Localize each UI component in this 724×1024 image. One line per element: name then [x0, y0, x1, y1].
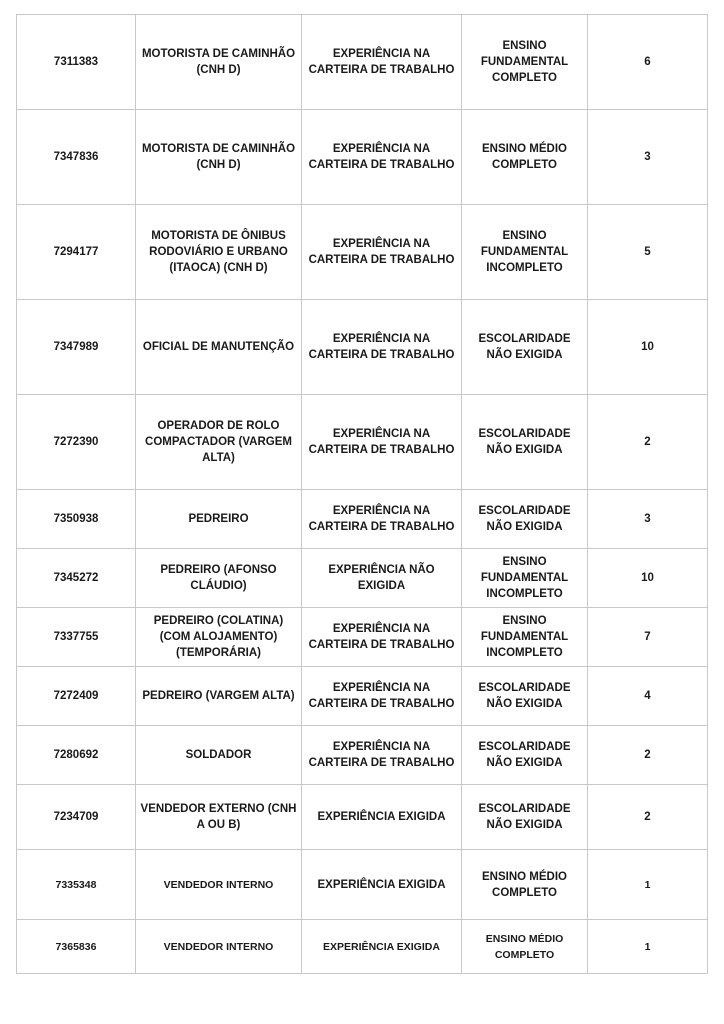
table-row — [17, 110, 708, 205]
experience-requirement: EXPERIÊNCIA NA CARTEIRA DE TRABALHO — [302, 395, 462, 490]
table-row — [17, 549, 708, 608]
job-code: 7337755 — [17, 608, 136, 667]
job-vacancies-table — [16, 14, 708, 974]
education-requirement: ENSINO FUNDAMENTAL INCOMPLETO — [462, 549, 588, 608]
table-row — [17, 205, 708, 300]
job-code: 7280692 — [17, 726, 136, 785]
job-title: PEDREIRO (VARGEM ALTA) — [136, 667, 302, 726]
vacancy-count: 2 — [588, 395, 708, 490]
job-code: 7272409 — [17, 667, 136, 726]
experience-requirement: EXPERIÊNCIA NA CARTEIRA DE TRABALHO — [302, 726, 462, 785]
job-code: 7335348 — [17, 850, 136, 920]
job-code: 7350938 — [17, 490, 136, 549]
job-title: PEDREIRO (COLATINA) (COM ALOJAMENTO) (TEMPORÁRIA) — [136, 608, 302, 667]
job-title: OPERADOR DE ROLO COMPACTADOR (VARGEM ALTA) — [136, 395, 302, 490]
experience-requirement: EXPERIÊNCIA NA CARTEIRA DE TRABALHO — [302, 110, 462, 205]
vacancy-count: 10 — [588, 300, 708, 395]
experience-requirement: EXPERIÊNCIA NA CARTEIRA DE TRABALHO — [302, 300, 462, 395]
vacancy-count: 7 — [588, 608, 708, 667]
education-requirement: ESCOLARIDADE NÃO EXIGIDA — [462, 490, 588, 549]
job-code: 7272390 — [17, 395, 136, 490]
vacancy-count: 5 — [588, 205, 708, 300]
education-requirement: ENSINO FUNDAMENTAL INCOMPLETO — [462, 205, 588, 300]
vacancy-count: 3 — [588, 490, 708, 549]
experience-requirement: EXPERIÊNCIA EXIGIDA — [302, 785, 462, 850]
experience-requirement: EXPERIÊNCIA NA CARTEIRA DE TRABALHO — [302, 667, 462, 726]
experience-requirement: EXPERIÊNCIA NA CARTEIRA DE TRABALHO — [302, 205, 462, 300]
education-requirement: ESCOLARIDADE NÃO EXIGIDA — [462, 395, 588, 490]
job-title: VENDEDOR INTERNO — [136, 920, 302, 974]
table-row — [17, 726, 708, 785]
table-row — [17, 667, 708, 726]
education-requirement: ENSINO MÉDIO COMPLETO — [462, 850, 588, 920]
job-title: SOLDADOR — [136, 726, 302, 785]
job-title: VENDEDOR INTERNO — [136, 850, 302, 920]
job-code: 7234709 — [17, 785, 136, 850]
vacancy-count: 6 — [588, 15, 708, 110]
job-code: 7347836 — [17, 110, 136, 205]
experience-requirement: EXPERIÊNCIA NA CARTEIRA DE TRABALHO — [302, 608, 462, 667]
job-code: 7345272 — [17, 549, 136, 608]
experience-requirement: EXPERIÊNCIA NÃO EXIGIDA — [302, 549, 462, 608]
job-title: MOTORISTA DE CAMINHÃO (CNH D) — [136, 110, 302, 205]
job-title: PEDREIRO (AFONSO CLÁUDIO) — [136, 549, 302, 608]
experience-requirement: EXPERIÊNCIA NA CARTEIRA DE TRABALHO — [302, 15, 462, 110]
education-requirement: ESCOLARIDADE NÃO EXIGIDA — [462, 726, 588, 785]
experience-requirement: EXPERIÊNCIA EXIGIDA — [302, 850, 462, 920]
job-code: 7347989 — [17, 300, 136, 395]
table-row — [17, 920, 708, 974]
table-row — [17, 300, 708, 395]
job-code: 7311383 — [17, 15, 136, 110]
vacancy-count: 1 — [588, 920, 708, 974]
table-row — [17, 785, 708, 850]
job-title: OFICIAL DE MANUTENÇÃO — [136, 300, 302, 395]
education-requirement: ESCOLARIDADE NÃO EXIGIDA — [462, 300, 588, 395]
vacancy-count: 10 — [588, 549, 708, 608]
vacancy-count: 3 — [588, 110, 708, 205]
table-row — [17, 15, 708, 110]
experience-requirement: EXPERIÊNCIA EXIGIDA — [302, 920, 462, 974]
job-title: MOTORISTA DE CAMINHÃO (CNH D) — [136, 15, 302, 110]
education-requirement: ENSINO FUNDAMENTAL COMPLETO — [462, 15, 588, 110]
job-title: MOTORISTA DE ÔNIBUS RODOVIÁRIO E URBANO (ITAOCA) (CNH D) — [136, 205, 302, 300]
vacancy-count: 1 — [588, 850, 708, 920]
experience-requirement: EXPERIÊNCIA NA CARTEIRA DE TRABALHO — [302, 490, 462, 549]
job-code: 7365836 — [17, 920, 136, 974]
education-requirement: ENSINO MÉDIO COMPLETO — [462, 920, 588, 974]
table-row — [17, 395, 708, 490]
job-code: 7294177 — [17, 205, 136, 300]
vacancy-count: 4 — [588, 667, 708, 726]
education-requirement: ENSINO MÉDIO COMPLETO — [462, 110, 588, 205]
education-requirement: ESCOLARIDADE NÃO EXIGIDA — [462, 667, 588, 726]
table-row — [17, 490, 708, 549]
vacancy-count: 2 — [588, 785, 708, 850]
table-row — [17, 850, 708, 920]
vacancy-count: 2 — [588, 726, 708, 785]
job-title: VENDEDOR EXTERNO (CNH A OU B) — [136, 785, 302, 850]
education-requirement: ENSINO FUNDAMENTAL INCOMPLETO — [462, 608, 588, 667]
education-requirement: ESCOLARIDADE NÃO EXIGIDA — [462, 785, 588, 850]
job-title: PEDREIRO — [136, 490, 302, 549]
table-row — [17, 608, 708, 667]
